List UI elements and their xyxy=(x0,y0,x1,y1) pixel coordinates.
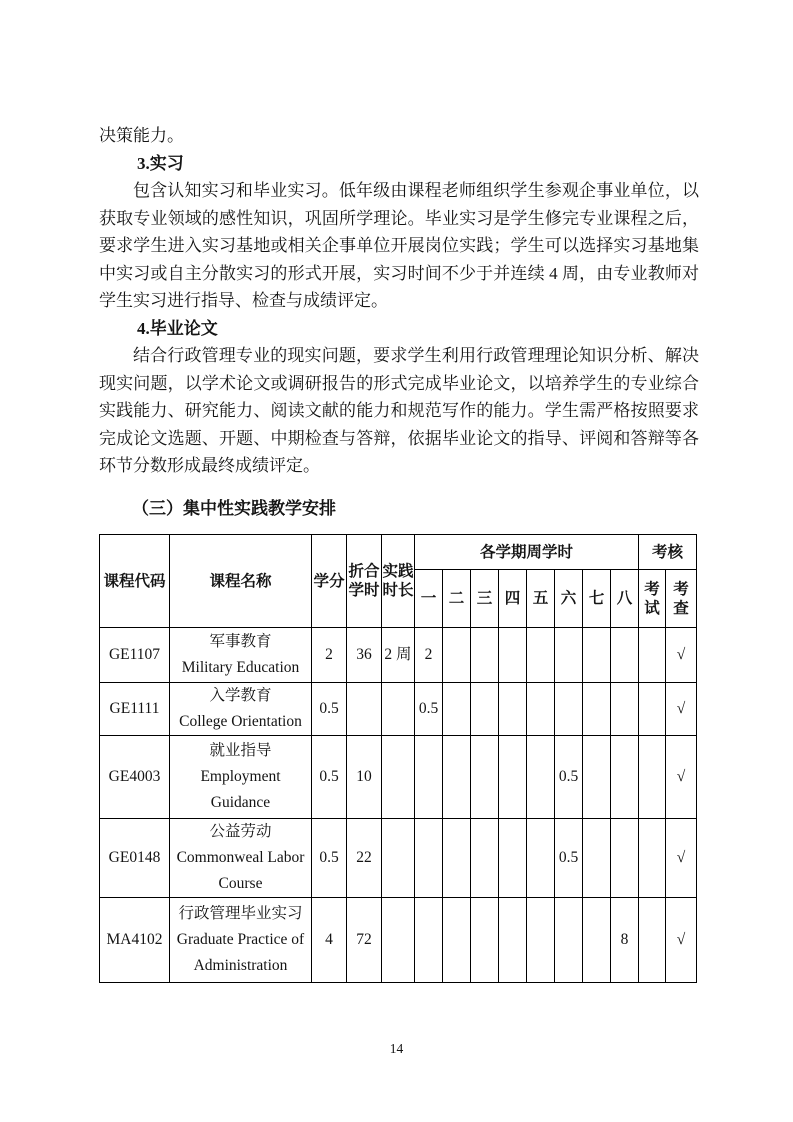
section-4-paragraph: 结合行政管理专业的现实问题，要求学生利用行政管理理论知识分析、解决现实问题，以学术论文或调研报告的形式完成毕业论文，以培养学生的专业综合实践能力、研究能力、阅读文献的能力和规范写作的能力。学生需严格按照要求完成论文选题、开题、中期检查与答辩，依据毕业论文的指导、评阅和答辩等各环节分数形成最终成绩评定。 xyxy=(99,346,699,475)
col-header-course-code: 课程代码 xyxy=(100,535,170,628)
carryover-line: 决策能力。 xyxy=(99,126,184,145)
col-header-exam: 考试 xyxy=(639,570,666,628)
credits-cell: 0.5 xyxy=(312,819,347,898)
exam-cell xyxy=(639,736,666,819)
practice-teaching-table xyxy=(99,534,697,983)
check-cell: √ xyxy=(666,819,697,898)
duration-cell xyxy=(382,736,415,819)
semester-1-cell xyxy=(415,898,443,983)
table-section-heading: （三）集中性实践教学安排 xyxy=(132,498,336,518)
course-code-cell: GE0148 xyxy=(100,819,170,898)
course-code-cell: MA4102 xyxy=(100,898,170,983)
col-header-check: 考查 xyxy=(666,570,697,628)
semester-6-cell xyxy=(555,898,583,983)
table-row xyxy=(100,819,697,898)
semester-2-cell xyxy=(443,898,471,983)
semester-1-cell xyxy=(415,736,443,819)
table-row xyxy=(100,736,697,819)
credits-cell: 4 xyxy=(312,898,347,983)
course-name-en: Commonweal Labor Course xyxy=(176,849,305,892)
hours-cell: 22 xyxy=(347,819,382,898)
semester-1-cell: 2 xyxy=(415,628,443,683)
course-name-cell xyxy=(170,819,312,898)
duration-cell xyxy=(382,819,415,898)
col-header-course-name: 课程名称 xyxy=(170,535,312,628)
col-header-semester-8: 八 xyxy=(611,570,639,628)
col-header-semester-1: 一 xyxy=(415,570,443,628)
col-header-semester-3: 三 xyxy=(471,570,499,628)
hours-cell: 36 xyxy=(347,628,382,683)
col-header-semester-4: 四 xyxy=(499,570,527,628)
semester-5-cell xyxy=(527,736,555,819)
course-name-zh: 就业指导 xyxy=(209,742,272,759)
semester-8-cell xyxy=(611,819,639,898)
semester-7-cell xyxy=(583,819,611,898)
semester-6-cell: 0.5 xyxy=(555,819,583,898)
exam-cell xyxy=(639,683,666,736)
exam-cell xyxy=(639,628,666,683)
semester-4-cell xyxy=(499,819,527,898)
semester-4-cell xyxy=(499,683,527,736)
semester-5-cell xyxy=(527,628,555,683)
duration-cell xyxy=(382,683,415,736)
table-row xyxy=(100,628,697,683)
check-cell: √ xyxy=(666,898,697,983)
semester-3-cell xyxy=(471,819,499,898)
semester-2-cell xyxy=(443,819,471,898)
semester-4-cell xyxy=(499,736,527,819)
credits-cell: 2 xyxy=(312,628,347,683)
section-4-heading: 4.毕业论文 xyxy=(137,318,218,338)
section-3-heading: 3.实习 xyxy=(137,153,184,173)
table-header-row-1 xyxy=(100,535,697,570)
hours-cell: 10 xyxy=(347,736,382,819)
course-code-cell: GE4003 xyxy=(100,736,170,819)
course-name-cell xyxy=(170,628,312,683)
col-header-semester-6: 六 xyxy=(555,570,583,628)
semester-5-cell xyxy=(527,819,555,898)
duration-cell xyxy=(382,898,415,983)
page-number: 14 xyxy=(389,1041,404,1056)
course-name-zh: 军事教育 xyxy=(209,633,272,650)
exam-cell xyxy=(639,898,666,983)
col-group-weekly-hours: 各学期周学时 xyxy=(415,535,639,570)
course-name-en: Employment Guidance xyxy=(200,768,281,811)
course-name-zh: 公益劳动 xyxy=(209,823,272,840)
semester-3-cell xyxy=(471,898,499,983)
semester-8-cell xyxy=(611,683,639,736)
semester-6-cell xyxy=(555,683,583,736)
semester-2-cell xyxy=(443,736,471,819)
semester-2-cell xyxy=(443,628,471,683)
col-header-semester-5: 五 xyxy=(527,570,555,628)
col-header-semester-7: 七 xyxy=(583,570,611,628)
col-group-assessment: 考核 xyxy=(639,535,697,570)
table-row xyxy=(100,898,697,983)
semester-4-cell xyxy=(499,628,527,683)
semester-7-cell xyxy=(583,683,611,736)
credits-cell: 0.5 xyxy=(312,683,347,736)
page-content xyxy=(99,122,699,983)
semester-6-cell: 0.5 xyxy=(555,736,583,819)
check-cell: √ xyxy=(666,736,697,819)
course-name-en: Graduate Practice of Administration xyxy=(176,931,305,974)
col-header-credits: 学分 xyxy=(312,535,347,628)
check-cell: √ xyxy=(666,628,697,683)
course-name-cell xyxy=(170,683,312,736)
duration-cell: 2 周 xyxy=(382,628,415,683)
semester-3-cell xyxy=(471,628,499,683)
course-name-en: College Orientation xyxy=(179,713,302,730)
table-row xyxy=(100,683,697,736)
course-name-cell xyxy=(170,736,312,819)
semester-5-cell xyxy=(527,683,555,736)
col-header-semester-2: 二 xyxy=(443,570,471,628)
semester-1-cell xyxy=(415,819,443,898)
course-name-cell xyxy=(170,898,312,983)
semester-5-cell xyxy=(527,898,555,983)
course-code-cell: GE1111 xyxy=(100,683,170,736)
semester-1-cell: 0.5 xyxy=(415,683,443,736)
semester-4-cell xyxy=(499,898,527,983)
semester-8-cell xyxy=(611,628,639,683)
semester-7-cell xyxy=(583,628,611,683)
col-header-practice-duration: 实践时长 xyxy=(382,535,415,628)
course-code-cell: GE1107 xyxy=(100,628,170,683)
semester-2-cell xyxy=(443,683,471,736)
semester-7-cell xyxy=(583,736,611,819)
semester-8-cell: 8 xyxy=(611,898,639,983)
course-name-zh: 行政管理毕业实习 xyxy=(178,905,303,922)
semester-6-cell xyxy=(555,628,583,683)
course-name-zh: 入学教育 xyxy=(209,687,272,704)
semester-7-cell xyxy=(583,898,611,983)
semester-3-cell xyxy=(471,683,499,736)
semester-3-cell xyxy=(471,736,499,819)
check-cell: √ xyxy=(666,683,697,736)
course-name-en: Military Education xyxy=(181,659,300,676)
hours-cell xyxy=(347,683,382,736)
semester-8-cell xyxy=(611,736,639,819)
section-3-paragraph: 包含认知实习和毕业实习。低年级由课程老师组织学生参观企事业单位，以获取专业领域的感性知识，巩固所学理论。毕业实习是学生修完专业课程之后，要求学生进入实习基地或相关企事单位开展岗位实践；学生可以选择实习基地集中实习或自主分散实习的形式开展，实习时间不少于并连续 4 周，由专业教师对学生实习进行指导、检查与成绩评定。 xyxy=(99,181,699,310)
hours-cell: 72 xyxy=(347,898,382,983)
credits-cell: 0.5 xyxy=(312,736,347,819)
exam-cell xyxy=(639,819,666,898)
col-header-converted-hours: 折合学时 xyxy=(347,535,382,628)
